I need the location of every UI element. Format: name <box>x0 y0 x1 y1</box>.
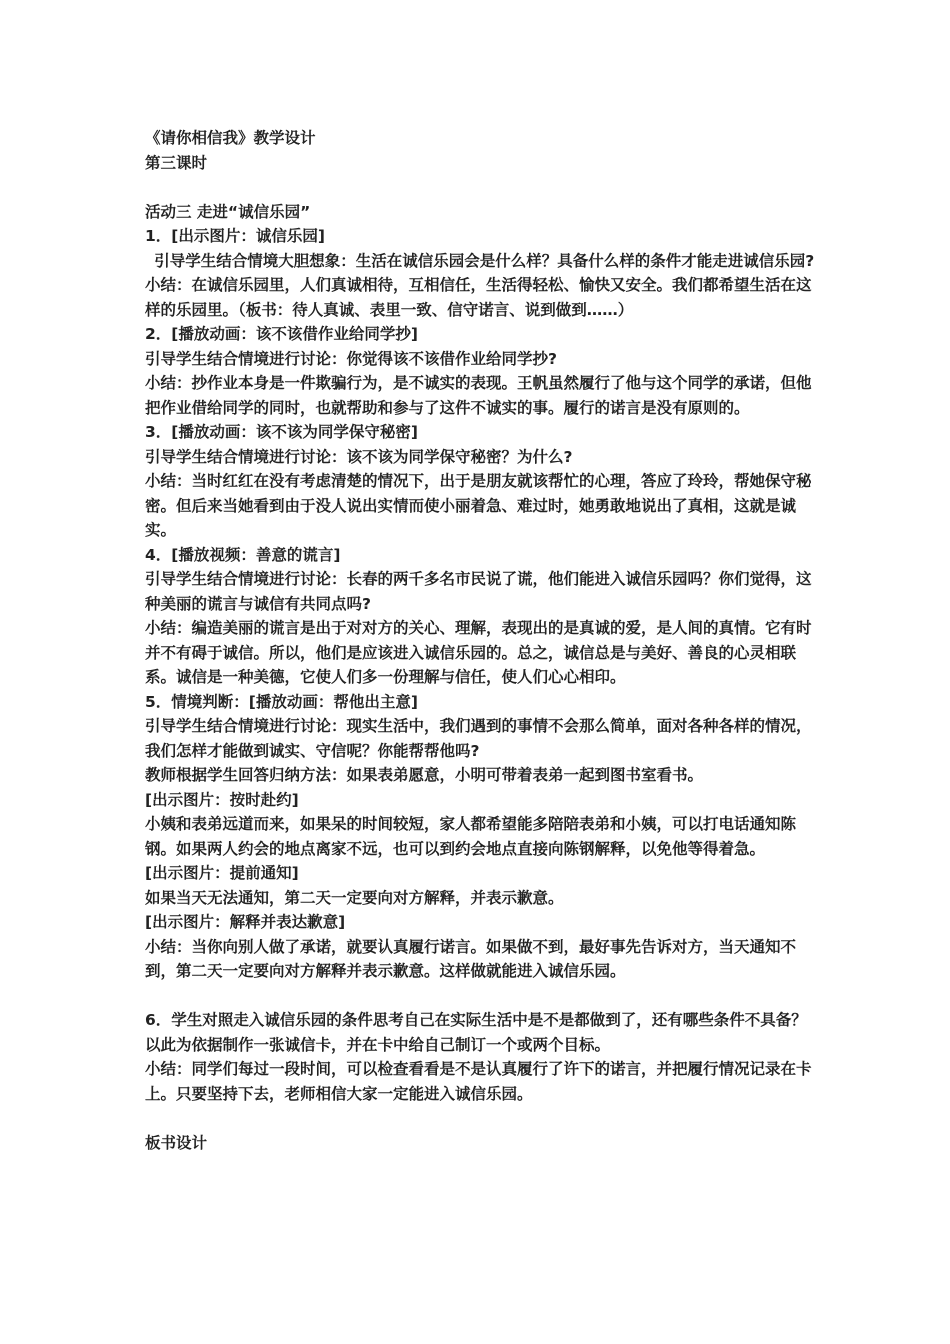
spacer <box>145 984 820 1009</box>
section-5-method: 教师根据学生回答归纳方法：如果表弟愿意，小明可带着表弟一起到图书室看书。 <box>145 766 704 784</box>
section-4-guide: 引导学生结合情境进行讨论：长春的两千多名市民说了谎，他们能进入诚信乐园吗？你们觉得，这种美丽的谎言与诚信有共同点吗? <box>145 570 812 613</box>
section-5-picture-2-text: 如果当天无法通知，第二天一定要向对方解释，并表示歉意。 <box>145 888 564 907</box>
section-3-summary: 小结：当时红红在没有考虑清楚的情况下，出于是朋友就该帮忙的心理，答应了玲玲，帮她保守秘密。但后来当她看到由于没人说出实情而使小丽着急、难过时，她勇敢地说出了真相，这就是诚实。 <box>145 472 812 539</box>
section-5-heading: 5．情境判断：[播放动画：帮他出主意] <box>145 692 418 711</box>
section-5-picture-2: [出示图片：提前通知] <box>145 864 299 882</box>
section-4-heading: 4．[播放视频：善意的谎言] <box>145 545 341 564</box>
section-1-summary: 小结：在诚信乐园里，人们真诚相待，互相信任，生活得轻松、愉快又安全。我们都希望生活在这样的乐园里。（板书：待人真诚、表里一致、信守诺言、说到做到……） <box>145 276 812 319</box>
activity-heading: 活动三 走进“诚信乐园” <box>145 202 311 221</box>
spacer <box>145 1106 820 1131</box>
section-5-picture-1-text: 小姨和表弟远道而来，如果呆的时间较短，家人都希望能多陪陪表弟和小姨，可以打电话通知陈钢。如果两人约会的地点离家不远，也可以到约会地点直接向陈钢解释，以免他等得着急。 <box>145 815 797 858</box>
section-3-guide: 引导学生结合情境进行讨论：该不该为同学保守秘密？为什么? <box>145 447 573 466</box>
section-1-heading: 1．[出示图片：诚信乐园] <box>145 227 325 245</box>
section-5-guide: 引导学生结合情境进行讨论：现实生活中，我们遇到的事情不会那么简单，面对各种各样的情况，我们怎样才能做到诚实、守信呢？你能帮帮他吗? <box>145 717 812 760</box>
section-2-heading: 2．[播放动画：该不该借作业给同学抄] <box>145 325 418 343</box>
section-5-picture-1: [出示图片：按时赴约] <box>145 790 299 809</box>
section-5-summary: 小结：当你向别人做了承诺，就要认真履行诺言。如果做不到，最好事先告诉对方，当天通知不到，第二天一定要向对方解释并表示歉意。这样做就能进入诚信乐园。 <box>145 937 797 980</box>
section-4-summary: 小结：编造美丽的谎言是出于对对方的关心、理解，表现出的是真诚的爱，是人间的真情。它有时并不有碍于诚信。所以，他们是应该进入诚信乐园的。总之，诚信总是与美好、善良的心灵相联系。诚信是一种美德，它使人们多一份理解与信任，使人们心心相印。 <box>145 619 812 686</box>
board-design-heading: 板书设计 <box>145 1133 208 1152</box>
section-2-summary: 小结：抄作业本身是一件欺骗行为，是不诚实的表现。王帆虽然履行了他与这个同学的承诺，但他把作业借给同学的同时，也就帮助和参与了这件不诚实的事。履行的诺言是没有原则的。 <box>145 374 812 417</box>
document-title: 《请你相信我》教学设计 <box>145 129 316 147</box>
section-6-summary: 小结：同学们每过一段时间，可以检查看看是不是认真履行了许下的诺言，并把履行情况记录在卡上。只要坚持下去，老师相信大家一定能进入诚信乐园。 <box>145 1060 812 1103</box>
document-subtitle: 第三课时 <box>145 153 208 172</box>
spacer <box>145 175 820 200</box>
section-1-guide: 引导学生结合情境大胆想象：生活在诚信乐园会是什么样？具备什么样的条件才能走进诚信乐园? <box>154 251 815 270</box>
document-page <box>145 126 820 1155</box>
section-2-guide: 引导学生结合情境进行讨论：你觉得该不该借作业给同学抄? <box>145 349 557 368</box>
section-5-picture-3: [出示图片：解释并表达歉意] <box>145 913 346 931</box>
section-3-heading: 3．[播放动画：该不该为同学保守秘密] <box>145 423 418 441</box>
section-6-text: 6．学生对照走入诚信乐园的条件思考自己在实际生活中是不是都做到了，还有哪些条件不具备？以此为依据制作一张诚信卡，并在卡中给自己制订一个或两个目标。 <box>145 1011 807 1054</box>
